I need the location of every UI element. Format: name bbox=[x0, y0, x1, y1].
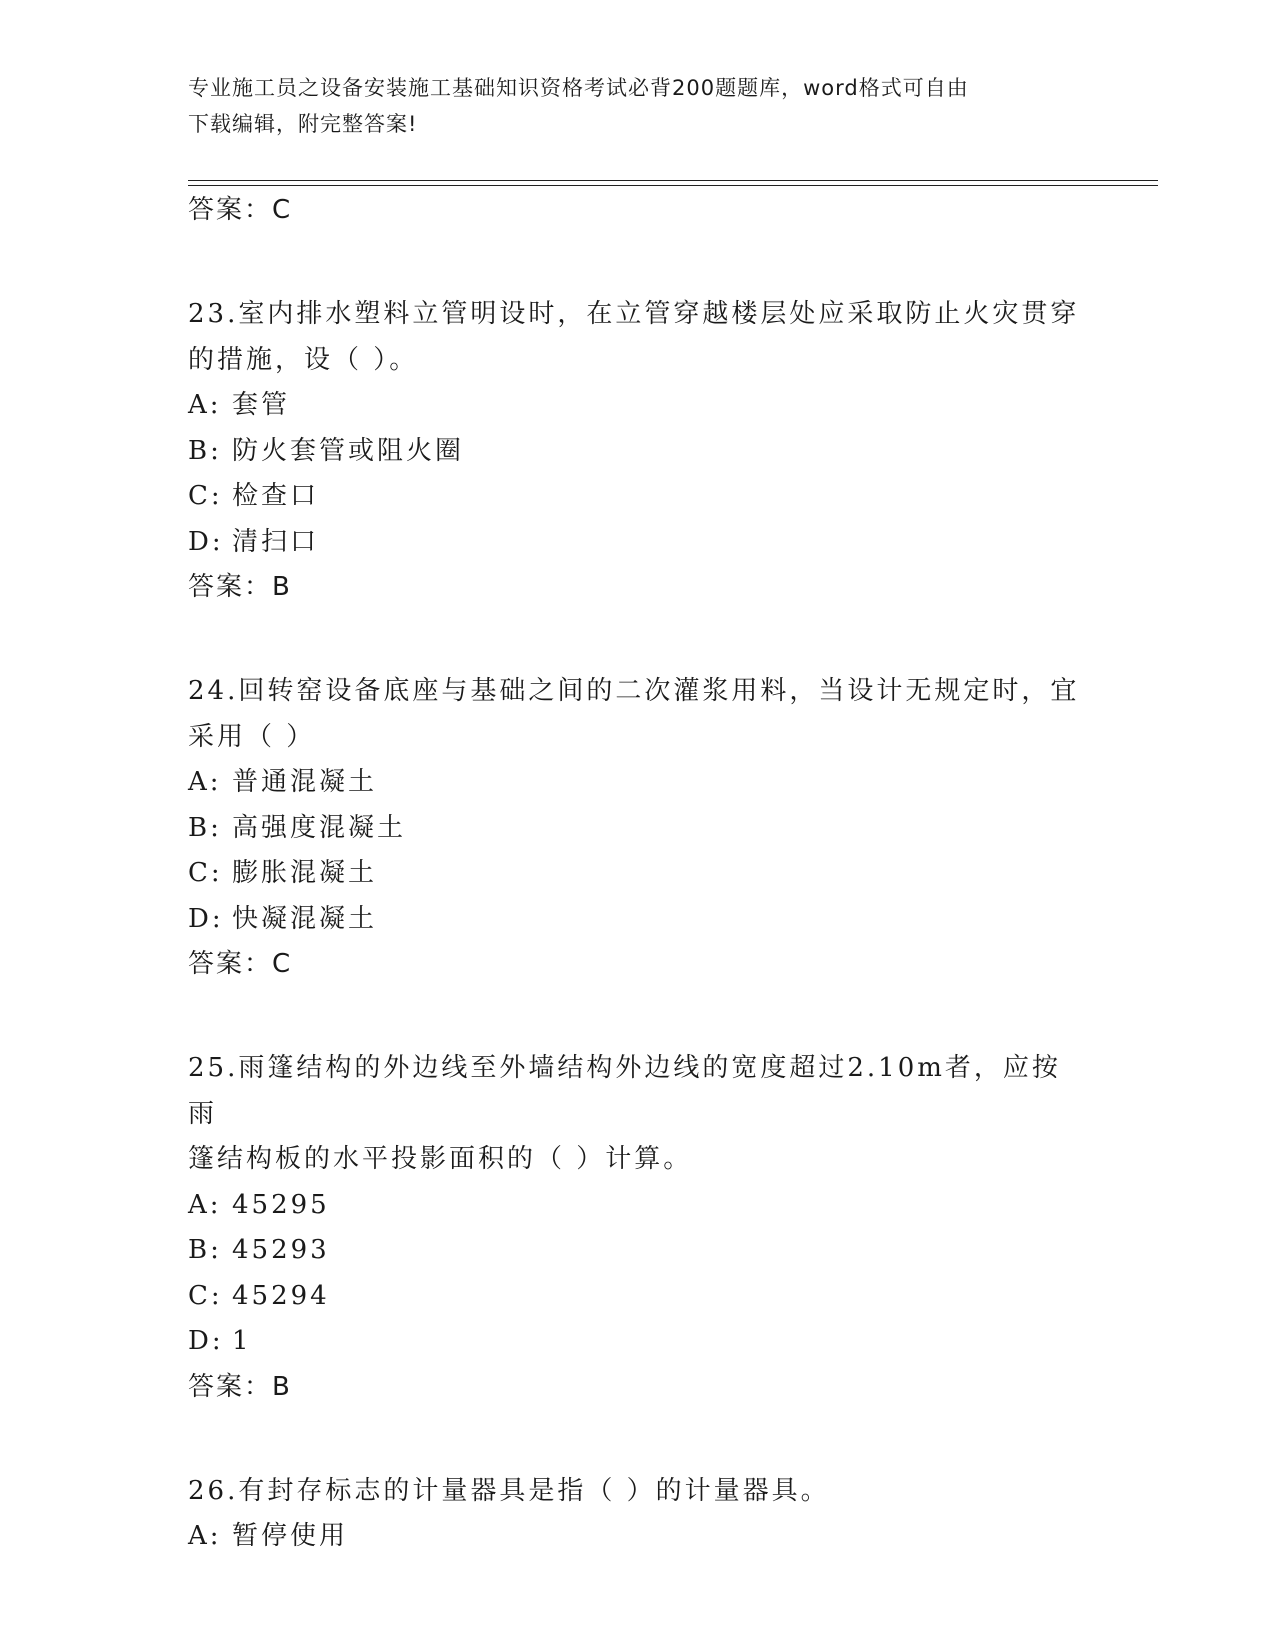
option-c: C: 45294 bbox=[188, 1280, 330, 1311]
option-a: A: 套管 bbox=[188, 390, 291, 420]
option-b: B: 高强度混凝土 bbox=[188, 812, 407, 843]
answer: 答案：C bbox=[188, 949, 293, 979]
option-b: B: 45293 bbox=[188, 1235, 330, 1265]
header-divider-bottom bbox=[188, 185, 1158, 186]
question-26 bbox=[188, 1469, 1088, 1560]
question-number: 26. bbox=[188, 1475, 239, 1506]
option-d: D: 清扫口 bbox=[188, 526, 320, 557]
question-number: 24. bbox=[188, 676, 239, 706]
question-number: 25. bbox=[188, 1053, 239, 1083]
question-list bbox=[188, 188, 1088, 1560]
header-title-line1: 专业施工员之设备安装施工基础知识资格考试必背200题题库，word格式可自由 bbox=[188, 76, 969, 100]
option-d: D: 1 bbox=[188, 1326, 252, 1356]
option-c: C: 检查口 bbox=[188, 481, 320, 511]
option-d: D: 快凝混凝土 bbox=[188, 903, 378, 934]
header-title-line2: 下载编辑，附完整答案! bbox=[188, 112, 418, 136]
question-text: 23.室内排水塑料立管明设时，在立管穿越楼层处应采取防止火灾贯穿 bbox=[188, 299, 1080, 329]
option-a: A: 45295 bbox=[188, 1189, 330, 1220]
question-text: 24.回转窑设备底座与基础之间的二次灌浆用料，当设计无规定时，宜 bbox=[188, 676, 1080, 706]
answer: 答案：B bbox=[188, 1371, 292, 1402]
option-b: B: 防火套管或阻火圈 bbox=[188, 435, 465, 466]
question-23 bbox=[188, 292, 1088, 609]
answer: 答案：B bbox=[188, 572, 292, 602]
document-header bbox=[188, 70, 1088, 142]
previous-answer: 答案：C bbox=[188, 195, 293, 225]
question-text-continued: 采用（ ） bbox=[188, 721, 316, 752]
option-c: C: 膨胀混凝土 bbox=[188, 858, 378, 888]
question-text-continued: 的措施，设（ ）。 bbox=[188, 344, 419, 375]
question-25 bbox=[188, 1046, 1088, 1409]
header-divider-top bbox=[188, 180, 1158, 181]
option-a: A: 暂停使用 bbox=[188, 1521, 349, 1551]
question-24 bbox=[188, 669, 1088, 986]
question-text: 25.雨篷结构的外边线至外墙结构外边线的宽度超过2.10m者，应按雨 bbox=[188, 1053, 1061, 1129]
question-text: 26.有封存标志的计量器具是指（ ）的计量器具。 bbox=[188, 1475, 830, 1506]
question-text-continued: 篷结构板的水平投影面积的（ ）计算。 bbox=[188, 1144, 693, 1174]
question-number: 23. bbox=[188, 299, 239, 329]
option-a: A: 普通混凝土 bbox=[188, 767, 378, 797]
